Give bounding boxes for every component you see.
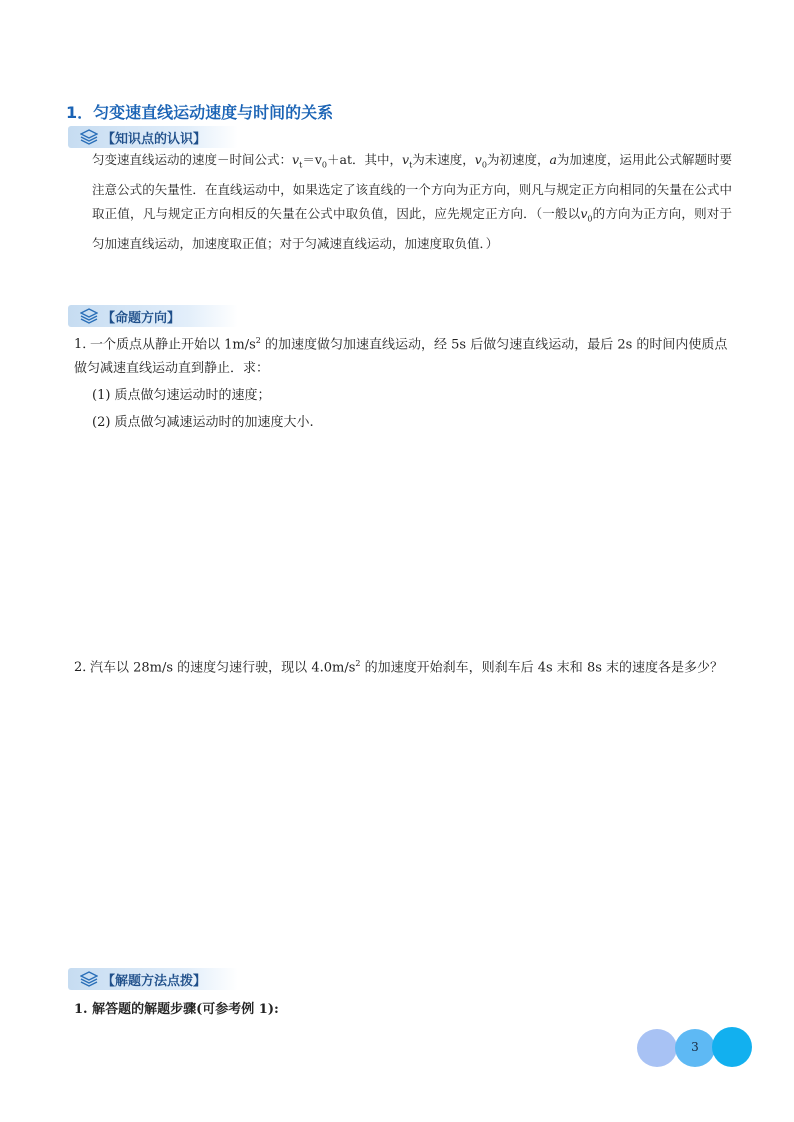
layers-icon bbox=[80, 308, 98, 324]
method-tag-label: 【解题方法点拨】 bbox=[102, 973, 207, 989]
page-decoration-circle bbox=[637, 1029, 677, 1067]
page-decoration-circle bbox=[712, 1027, 752, 1067]
knowledge-tag-label: 【知识点的认识】 bbox=[102, 131, 207, 147]
section-title: 1．匀变速直线运动速度与时间的关系 bbox=[66, 103, 334, 122]
page-number: 3 bbox=[691, 1040, 699, 1054]
direction-tag bbox=[68, 305, 238, 327]
question-2: 2．汽车以 28m/s 的速度匀速行驶，现以 $4.0m/s^2$ 的加速度开始刹车，则刹车后 4s 末和 8s 末的速度各是多少？ bbox=[74, 659, 724, 676]
knowledge-tag bbox=[68, 126, 238, 148]
question-1-part-2: (2) 质点做匀减速运动时的加速度大小. bbox=[92, 415, 314, 430]
direction-tag-label: 【命题方向】 bbox=[102, 310, 181, 326]
step-heading: 1. 解答题的解题步骤(可参考例 1): bbox=[74, 1002, 279, 1017]
question-1-part-1: (1) 质点做匀速运动时的速度； bbox=[92, 388, 271, 403]
layers-icon bbox=[80, 129, 98, 145]
layers-icon bbox=[80, 971, 98, 987]
method-tag bbox=[68, 968, 238, 990]
knowledge-paragraph: 匀变速直线运动的速度－时间公式：$v_t=v_0+at$．其中，$v_t$为末速度，$v_0$为初速度，a为加速度，运用此公式解题时要注意公式的矢量性．在直线运动中，如果选定了该直线的一个方向为正方向，则凡与规定正方向相同的矢量在公式中取正值，凡与规定正方向相反的矢量在公式中取负值，因此，应先规定正方向．（一般以$v_0$的方向为正方向，则对于匀加速直线运动，加速度取正值；对于匀减速直线运动，加速度取负值．） bbox=[92, 152, 732, 251]
question-1: 1．一个质点从静止开始以 $1m/s^2$ 的加速度做匀加速直线运动，经 5s 后做匀速直线运动，最后 2s 的时间内使质点做匀减速直线运动直到静止．求： bbox=[74, 336, 728, 377]
